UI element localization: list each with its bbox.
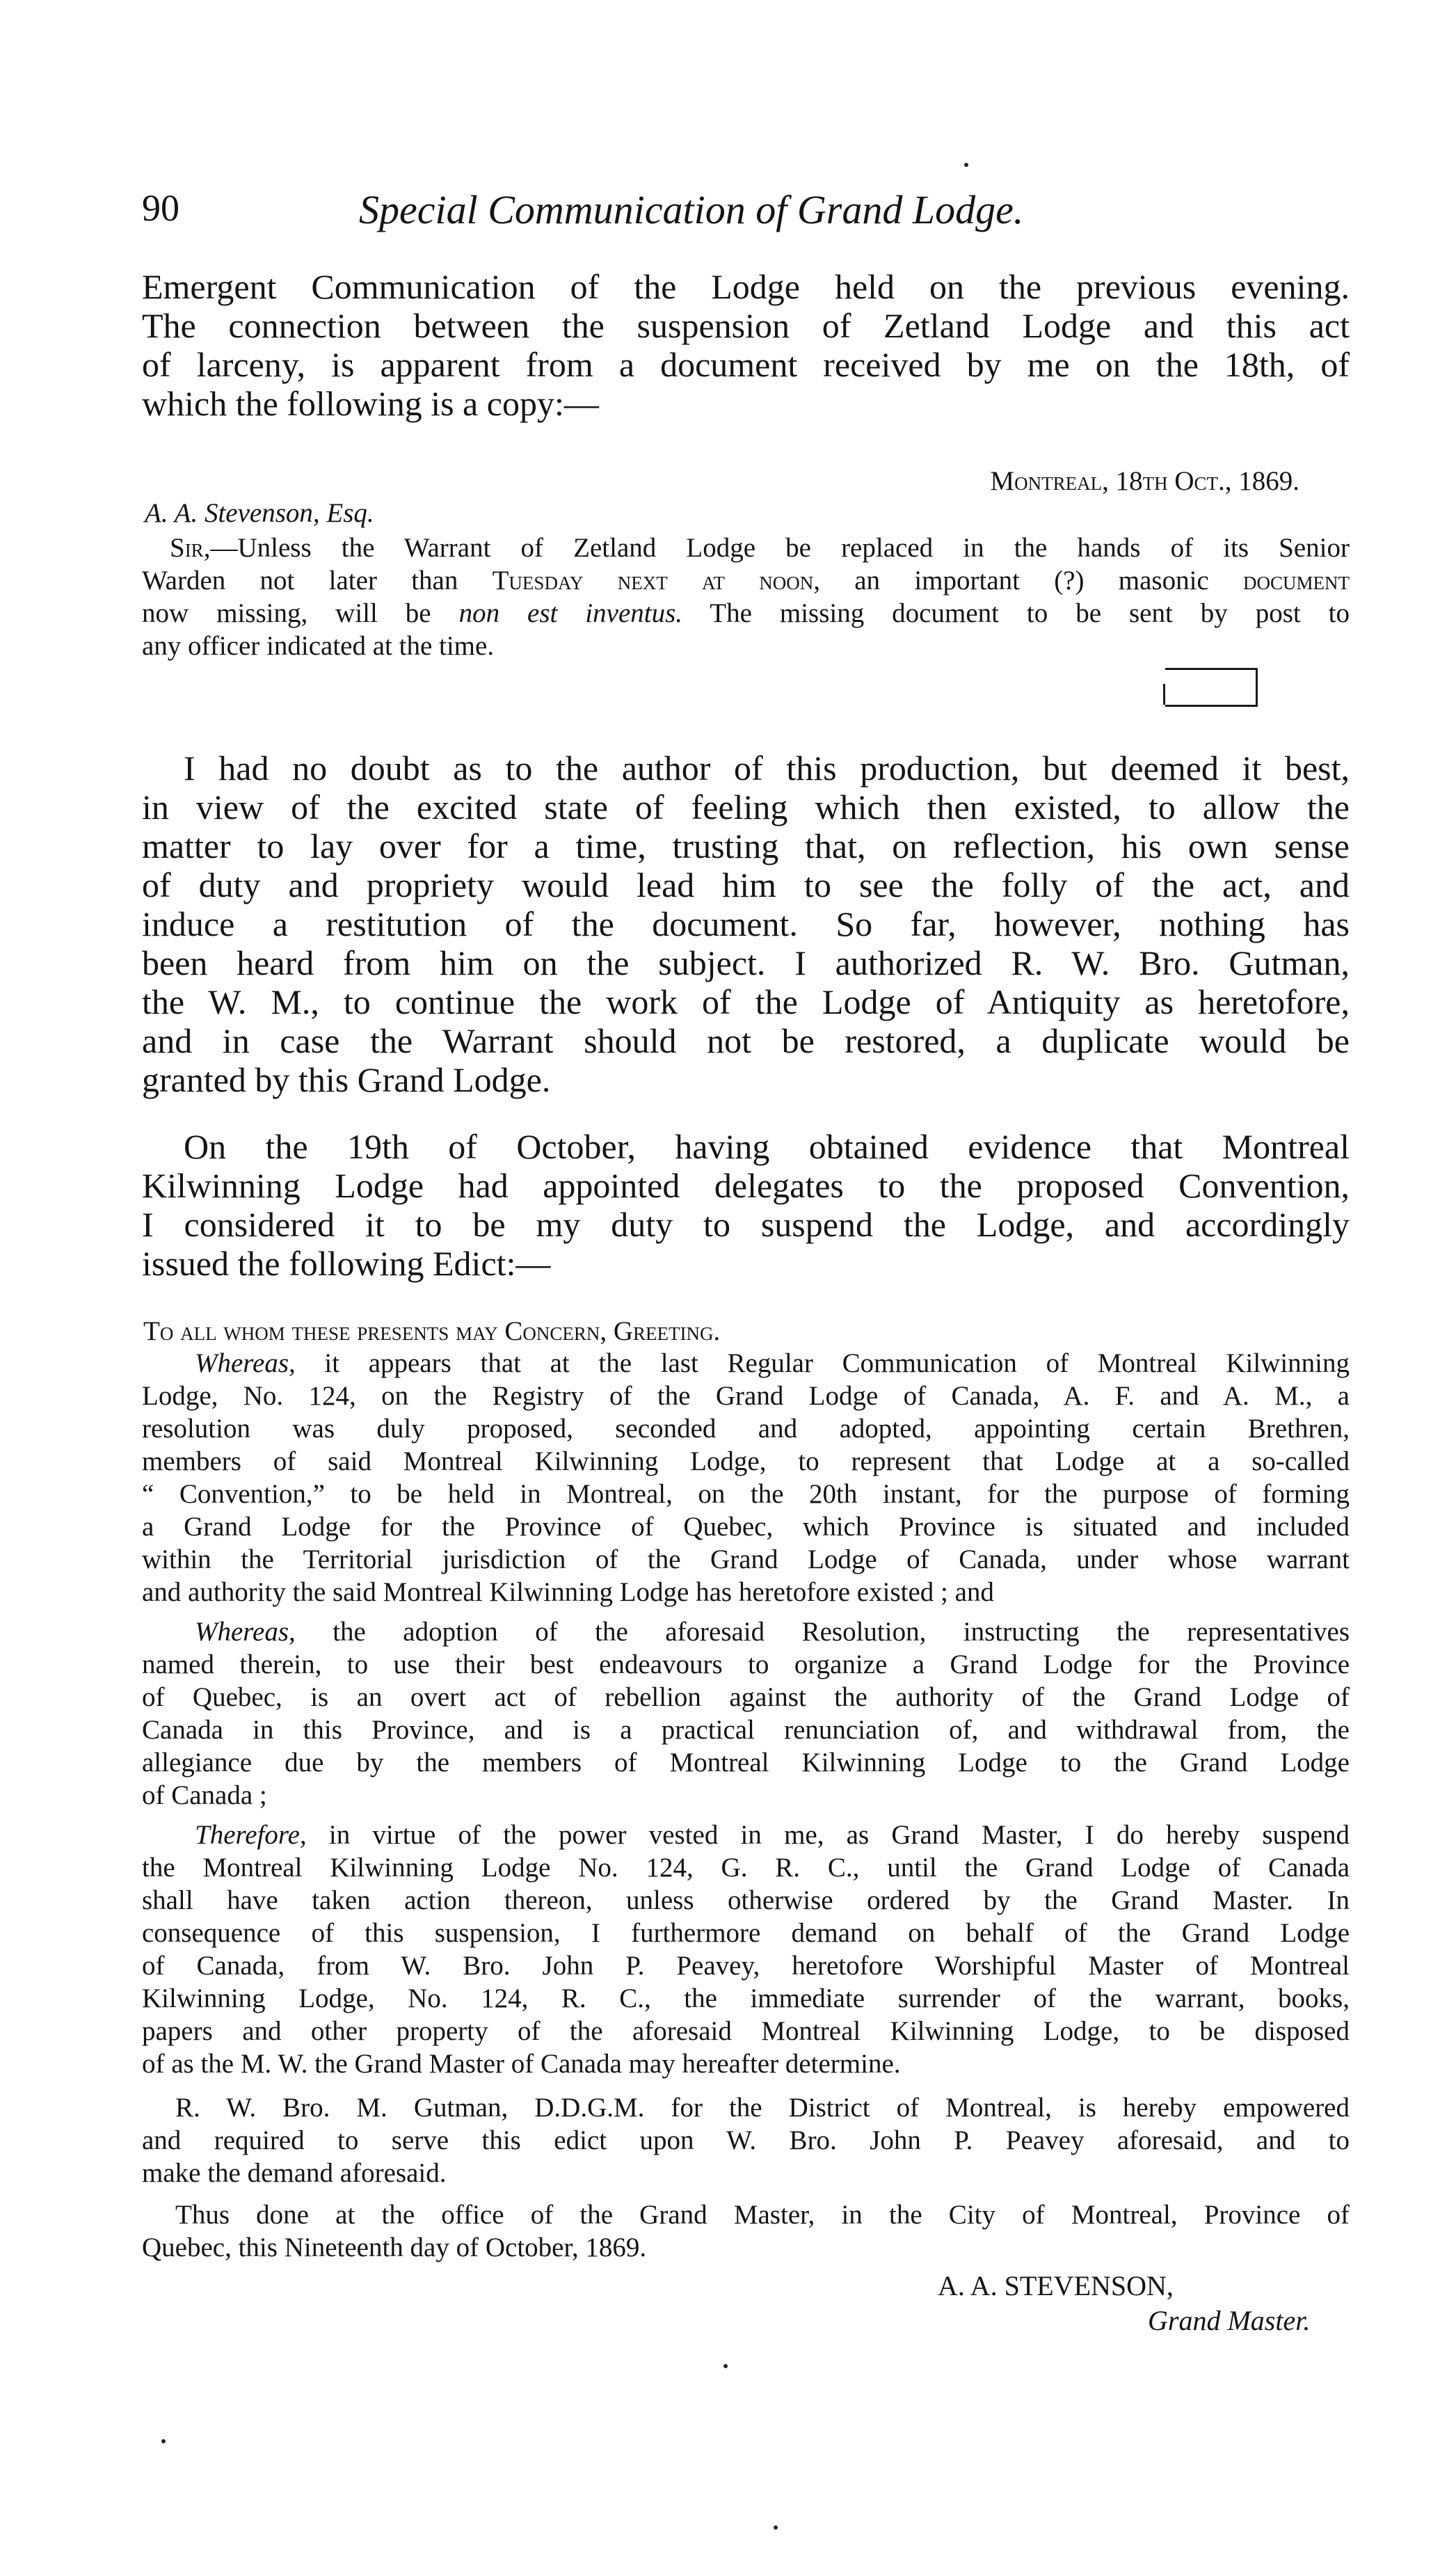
text-line: papers and other property of the aforesaid Montreal Kilwinning Lodge, to be disposed: [142, 2016, 1350, 2046]
text-line: “ Convention,” to be held in Montreal, on the 20th instant, for the purpose of forming: [142, 1479, 1350, 1509]
running-title: Special Communication of Grand Lodge.: [359, 187, 1024, 232]
text-line: granted by this Grand Lodge.: [142, 1060, 551, 1099]
text-line: Whereas, it appears that at the last Regular Communication of Montreal Kilwinning: [195, 1348, 1350, 1378]
text-line: I considered it to be my duty to suspend the Lodge, and accordingly: [142, 1205, 1350, 1244]
text-line: Quebec, this Nineteenth day of October, 1869.: [142, 2233, 647, 2262]
text-line: Kilwinning Lodge, No. 124, R. C., the immediate surrender of the warrant, books,: [142, 1983, 1350, 2013]
text-line: the W. M., to continue the work of the Lodge of Antiquity as heretofore,: [142, 982, 1350, 1021]
text-line: make the demand aforesaid.: [142, 2158, 447, 2188]
text-line: and authority the said Montreal Kilwinning Lodge has heretofore existed ; and: [142, 1577, 994, 1607]
text-line: in view of the excited state of feeling which then existed, to allow the: [142, 788, 1350, 827]
text-line: of Canada ;: [142, 1780, 267, 1810]
letter-body: [142, 532, 1350, 662]
text-line: been heard from him on the subject. I authorized R. W. Bro. Gutman,: [142, 943, 1350, 982]
seal-mark: [1165, 668, 1258, 707]
text-line: now missing, will be non est inventus. The missing document to be sent by post to: [142, 598, 1350, 628]
print-speck: [964, 163, 968, 167]
print-speck: [161, 2439, 166, 2443]
text-line: and required to serve this edict upon W. Bro. John P. Peavey aforesaid, and to: [142, 2125, 1350, 2155]
text-line: of duty and propriety would lead him to see the folly of the act, and: [142, 865, 1350, 904]
text-line: Therefore, in virtue of the power vested in me, as Grand Master, I do hereby suspend: [195, 1820, 1350, 1850]
text-line: On the 19th of October, having obtained evidence that Montreal: [184, 1127, 1350, 1166]
text-line: which the following is a copy:—: [142, 384, 599, 423]
text-line: Warden not later than Tuesday next at noon, an important (?) masonic document: [142, 566, 1350, 596]
text-line: R. W. Bro. M. Gutman, D.D.G.M. for the District of Montreal, is hereby empowered: [175, 2093, 1350, 2123]
text-line: members of said Montreal Kilwinning Lodge, to represent that Lodge at a so-called: [142, 1446, 1350, 1476]
text-line: allegiance due by the members of Montreal Kilwinning Lodge to the Grand Lodge: [142, 1748, 1350, 1778]
text-line: Sir,—Unless the Warrant of Zetland Lodge be replaced in the hands of its Senior: [170, 533, 1350, 563]
page-number: 90: [142, 187, 179, 229]
edict-whereas-2: [142, 1615, 1350, 1812]
edict-closing: [142, 2198, 1350, 2264]
text-line: named therein, to use their best endeavours to organize a Grand Lodge for the Province: [142, 1650, 1350, 1679]
print-speck: [774, 2525, 778, 2530]
text-line: of Quebec, is an overt act of rebellion against the authority of the Grand Lodge of: [142, 1682, 1350, 1712]
print-speck: [723, 2364, 728, 2368]
text-line: a Grand Lodge for the Province of Quebec, which Province is situated and included: [142, 1512, 1350, 1542]
text-line: Emergent Communication of the Lodge held on the previous evening.: [142, 267, 1350, 306]
text-line: of larceny, is apparent from a document received by me on the 18th, of: [142, 345, 1350, 384]
edict-whereas-1: [142, 1347, 1350, 1608]
text-line: of Canada, from W. Bro. John P. Peavey, heretofore Worshipful Master of Montreal: [142, 1951, 1350, 1981]
text-line: the Montreal Kilwinning Lodge No. 124, G. R. C., until the Grand Lodge of Canada: [142, 1853, 1350, 1883]
text-line: The connection between the suspension of Zetland Lodge and this act: [142, 306, 1350, 345]
text-line: shall have taken action thereon, unless otherwise ordered by the Grand Master. In: [142, 1885, 1350, 1915]
text-line: Whereas, the adoption of the aforesaid Resolution, instructing the representatives: [195, 1617, 1350, 1647]
signer-name: A. A. STEVENSON,: [938, 2270, 1174, 2301]
letter-dateline: Montreal, 18th Oct., 1869.: [990, 466, 1299, 496]
paragraph-suspension: [142, 1127, 1350, 1283]
edict-heading: To all whom these presents may Concern, Greeting.: [143, 1316, 721, 1346]
text-line: issued the following Edict:—: [142, 1244, 551, 1283]
paragraph-intro: [142, 267, 1350, 423]
edict-empowerment: [142, 2091, 1350, 2189]
text-line: and in case the Warrant should not be restored, a duplicate would be: [142, 1021, 1350, 1060]
text-line: of as the M. W. the Grand Master of Canada may hereafter determine.: [142, 2049, 901, 2079]
text-line: Lodge, No. 124, on the Registry of the Grand Lodge of Canada, A. F. and A. M., a: [142, 1381, 1350, 1411]
text-line: within the Territorial jurisdiction of the Grand Lodge of Canada, under whose warrant: [142, 1544, 1350, 1574]
text-line: I had no doubt as to the author of this production, but deemed it best,: [184, 749, 1350, 788]
paragraph-author: [142, 749, 1350, 1099]
edict-therefore: [142, 1819, 1350, 2080]
text-line: any officer indicated at the time.: [142, 631, 495, 661]
page-header: [142, 186, 1350, 235]
text-line: Thus done at the office of the Grand Master, in the City of Montreal, Province of: [175, 2200, 1350, 2230]
text-line: consequence of this suspension, I furthermore demand on behalf of the Grand Lodge: [142, 1918, 1350, 1948]
letter-addressee: A. A. Stevenson, Esq.: [145, 498, 374, 528]
text-line: matter to lay over for a time, trusting that, on reflection, his own sense: [142, 827, 1350, 865]
text-line: Kilwinning Lodge had appointed delegates to the proposed Convention,: [142, 1166, 1350, 1205]
text-line: Canada in this Province, and is a practical renunciation of, and withdrawal from, the: [142, 1715, 1350, 1745]
text-line: induce a restitution of the document. So far, however, nothing has: [142, 904, 1350, 943]
signer-title: Grand Master.: [1148, 2305, 1311, 2336]
text-line: resolution was duly proposed, seconded and adopted, appointing certain Brethren,: [142, 1414, 1350, 1444]
